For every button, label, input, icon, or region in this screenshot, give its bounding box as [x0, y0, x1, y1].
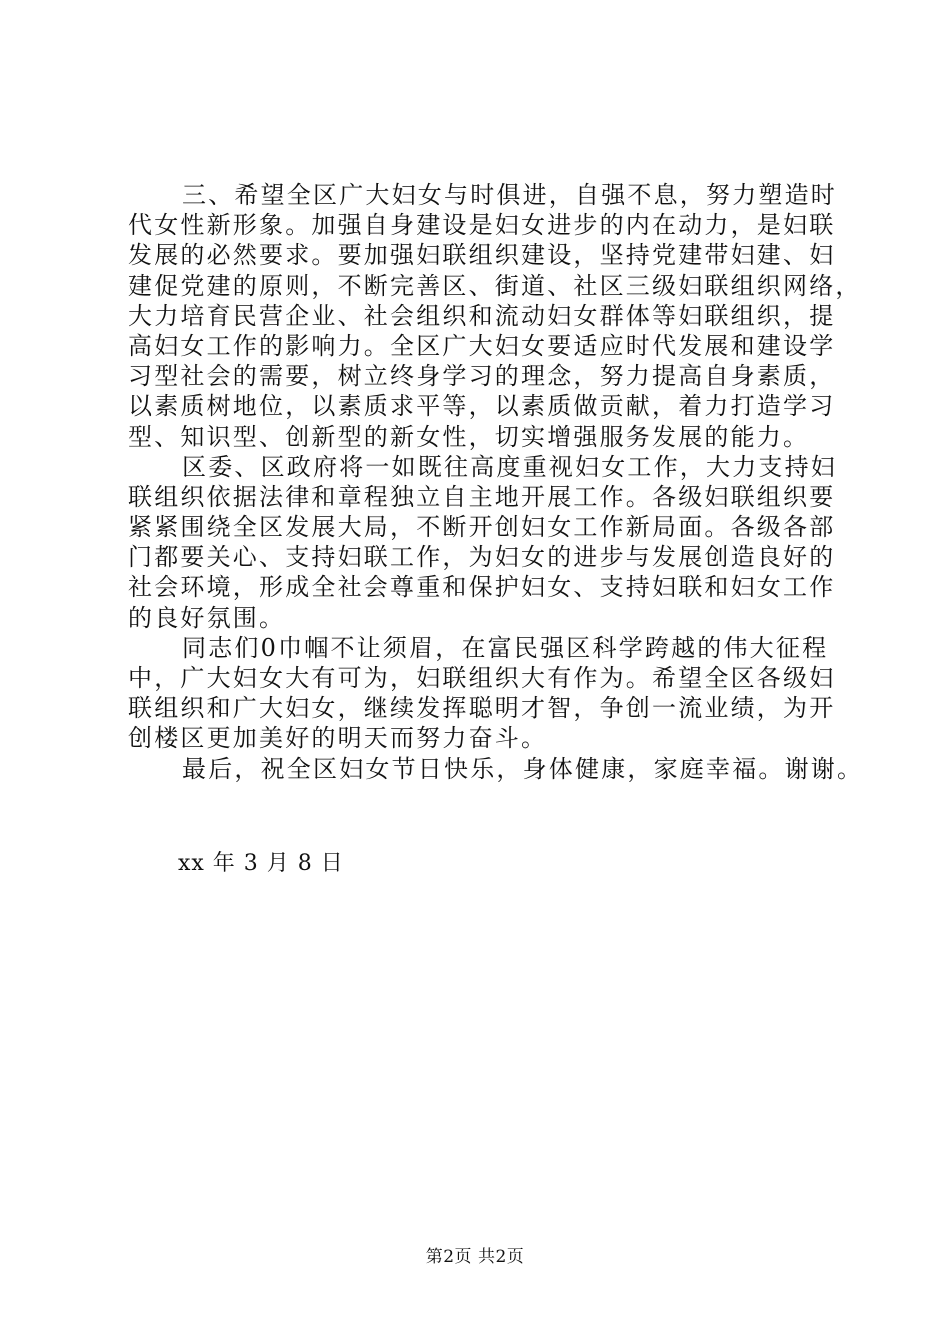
page-footer [0, 1242, 950, 1267]
paragraph-1-line-1: 三、希望全区广大妇女与时俱进，自强不息，努力塑造时 [182, 181, 837, 209]
document-body [128, 180, 864, 784]
paragraph-3-line-4: 创楼区更加美好的明天而努力奋斗。 [128, 724, 548, 753]
paragraph-1-line-6: 高妇女工作的影响力。全区广大妇女要适应时代发展和建设学 [128, 331, 836, 360]
paragraph-1-line-4: 建促党建的原则，不断完善区、街道、社区三级妇联组织网络， [128, 271, 862, 300]
paragraph-1-line-9: 型、知识型、创新型的新女性，切实增强服务发展的能力。 [128, 422, 810, 451]
paragraph-3-line-1: 同志们0巾帼不让须眉，在富民强区科学跨越的伟大征程 [182, 633, 829, 662]
paragraph-2-line-3: 紧紧围绕全区发展大局，不断开创妇女工作新局面。各级各部 [128, 513, 836, 542]
paragraph-4-line-1: 最后，祝全区妇女节日快乐，身体健康，家庭幸福。谢谢。 [182, 754, 864, 783]
paragraph-1-line-3: 发展的必然要求。要加强妇联组织建设，坚持党建带妇建、妇 [128, 241, 836, 270]
page-indicator: 第2页 共2页 [425, 1247, 525, 1267]
paragraph-2-line-5: 社会环境，形成全社会尊重和保护妇女、支持妇联和妇女工作 [128, 573, 836, 602]
paragraph-2-line-6: 的良好氛围。 [128, 603, 286, 632]
paragraph-3-line-2: 中，广大妇女大有可为，妇联组织大有作为。希望全区各级妇 [128, 664, 836, 692]
paragraph-3-line-3: 联组织和广大妇女，继续发挥聪明才智，争创一流业绩，为开 [128, 694, 836, 723]
document-date: xx 年 3 月 8 日 [178, 851, 344, 876]
paragraph-1-line-5: 大力培育民营企业、社会组织和流动妇女群体等妇联组织，提 [128, 301, 836, 330]
paragraph-1-line-8: 以素质树地位，以素质求平等，以素质做贡献，着力打造学习 [128, 392, 836, 421]
paragraph-1-line-2: 代女性新形象。加强自身建设是妇女进步的内在动力，是妇联 [128, 211, 836, 240]
paragraph-2-line-2: 联组织依据法律和章程独立自主地开展工作。各级妇联组织要 [128, 482, 836, 511]
paragraph-1-line-7: 习型社会的需要，树立终身学习的理念，努力提高自身素质， [128, 362, 836, 391]
paragraph-2-line-4: 门都要关心、支持妇联工作，为妇女的进步与发展创造良好的 [128, 543, 836, 572]
paragraph-2-line-1: 区委、区政府将一如既往高度重视妇女工作，大力支持妇 [182, 452, 837, 481]
